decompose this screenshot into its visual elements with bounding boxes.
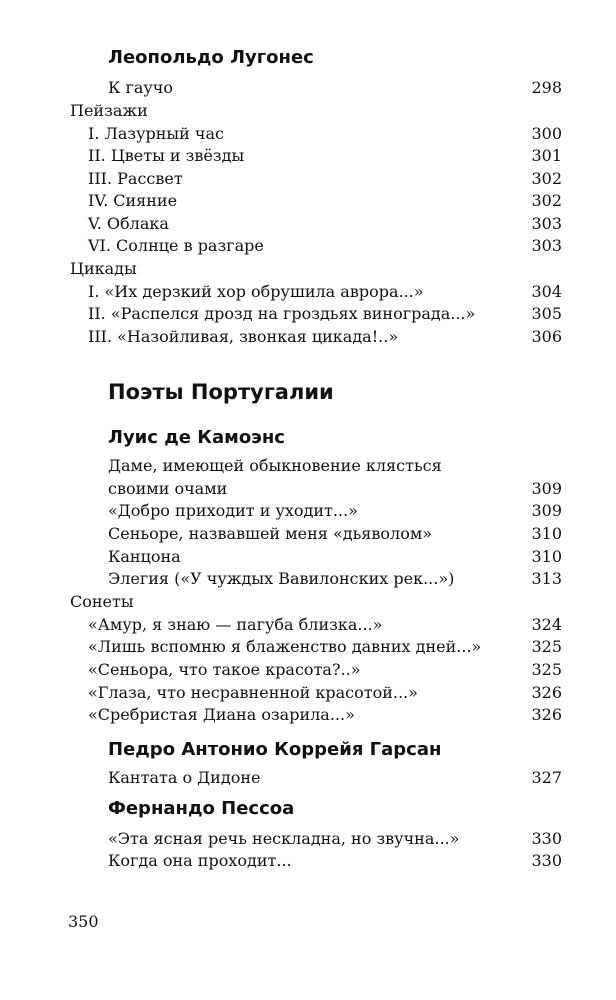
entry-page: 309 (531, 479, 562, 498)
entry-title: I. «Их дерзкий хор обрушила аврора...» (88, 282, 424, 301)
entry-page: 327 (531, 768, 562, 787)
entry-page: 326 (531, 683, 562, 702)
section-title: Поэты Португалии (108, 380, 334, 404)
author-heading-garsan: Педро Антонио Коррейя Гарсан (108, 739, 442, 760)
entry-page: 303 (531, 236, 562, 255)
entry-title: Когда она проходит... (108, 851, 292, 870)
entry-title: «Амур, я знаю — пагуба близка...» (88, 615, 383, 634)
entry-title: II. «Распелся дрозд на гроздьях винограда...» (88, 304, 476, 323)
entry-page: 330 (531, 829, 562, 848)
entry-title: III. Рассвет (88, 169, 183, 188)
entry-page: 325 (531, 660, 562, 679)
entry-title: VI. Солнце в разгаре (88, 236, 264, 255)
entry-title: Элегия («У чуждых Вавилонских рек...») (108, 569, 455, 588)
entry-page: 313 (531, 569, 562, 588)
entry-title: II. Цветы и звёзды (88, 146, 245, 165)
entry-page: 325 (531, 637, 562, 656)
entry-page: 303 (531, 214, 562, 233)
entry-page: 300 (531, 124, 562, 143)
entry-page: 304 (531, 282, 562, 301)
author-heading-pessoa: Фернандо Пессоа (108, 798, 295, 819)
entry-title: «Лишь вспомню я блаженство давних дней...» (88, 637, 482, 656)
entry-title: «Глаза, что несравненной красотой...» (88, 683, 418, 702)
entry-page: 310 (531, 547, 562, 566)
author-heading-lugones: Леопольдо Лугонес (108, 47, 314, 68)
book-page: Леопольдо Лугонес К гаучо 298 Пейзажи I. Лазурный час 300 II. Цветы и звёзды 301 III. Рассвет 302 IV. Сияние 302 V. Облака 303 VI. Солнце в разгаре 303 Цикады I. «Их дерзкий хор обрушила аврора...» 304 II. «Распелся дрозд на гроздьях винограда...» 305 III. «Назойливая, звонкая цикада!..» 306 Поэты Португалии Луис де Камоэнс Даме, имеющей обыкновение клясться своими очами 309 «Добро приходит и уходит...» 309 Сеньоре, назвавшей меня «дьяволом» 310 Канцона 310 Элегия («У чуждых Вавилонских рек...») 313 Сонеты «Амур, я знаю — пагуба близка...» 324 «Лишь вспомню я блаженство давних дней...» 325 «Сеньора, что такое красота?..» 325 «Глаза, что несравненной красотой...» 326 «Сребристая Диана озарила...» 326 Педро Антонио Коррейя Гарсан Кантата о Дидоне 327 Фернандо Пессоа «Эта ясная речь нескладна, но звучна...» 330 Когда она проходит... 330 350 (68, 47, 562, 931)
entry-title: своими очами (108, 479, 228, 498)
entry-title: I. Лазурный час (88, 124, 224, 143)
entry-page: 298 (531, 78, 562, 97)
author-heading-camoes: Луис де Камоэнс (108, 427, 285, 448)
entry-title: Даме, имеющей обыкновение клясться (108, 456, 442, 475)
entry-page: 330 (531, 851, 562, 870)
entry-title: «Сребристая Диана озарила...» (88, 705, 355, 724)
entry-title: «Эта ясная речь нескладна, но звучна...» (108, 829, 460, 848)
entry-title: Кантата о Дидоне (108, 768, 261, 787)
entry-page: 302 (531, 169, 562, 188)
entry-page: 306 (531, 327, 562, 346)
entry-title: Канцона (108, 547, 181, 566)
entry-title: «Сеньора, что такое красота?..» (88, 660, 361, 679)
entry-page: 324 (531, 615, 562, 634)
entry-title: К гаучо (108, 78, 174, 97)
entry-page: 310 (531, 524, 562, 543)
entry-title: «Добро приходит и уходит...» (108, 501, 358, 520)
entry-page: 305 (531, 304, 562, 323)
entry-title: Сеньоре, назвавшей меня «дьяволом» (108, 524, 433, 543)
entry-title: III. «Назойливая, звонкая цикада!..» (88, 327, 399, 346)
entry-page: 326 (531, 705, 562, 724)
page-number: 350 (68, 912, 99, 931)
entry-page: 301 (531, 146, 562, 165)
entry-page: 309 (531, 501, 562, 520)
entry-title: V. Облака (88, 214, 169, 233)
entry-title: IV. Сияние (88, 191, 178, 210)
entry-page: 302 (531, 191, 562, 210)
